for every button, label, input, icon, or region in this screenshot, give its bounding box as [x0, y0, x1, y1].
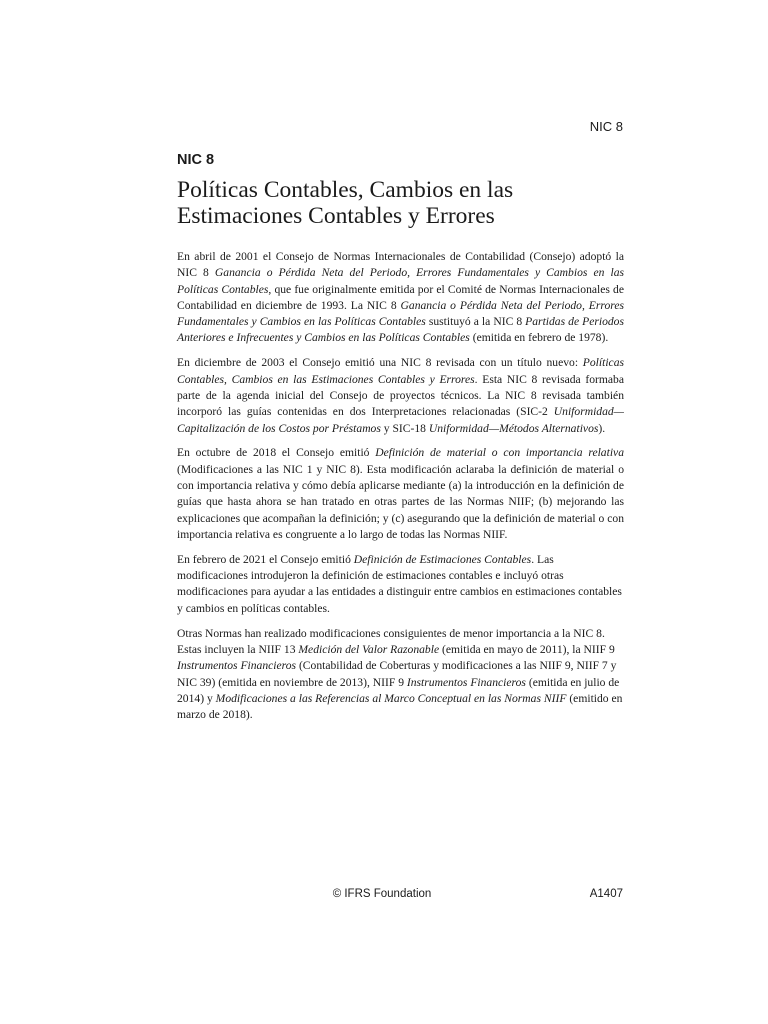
introduction-body [177, 249, 624, 732]
page-title [177, 177, 637, 229]
standard-title: Ganancia o Pérdida Neta del Periodo, Errores Fundamentales y Cambios en las Políticas Contables [177, 266, 625, 296]
paragraph-adoption-2001 [177, 249, 624, 347]
text-run: En octubre de 2018 el Consejo emitió [177, 446, 376, 460]
copyright-text: © IFRS Foundation [332, 888, 432, 900]
text-run: Otras Normas han realizado modificaciones consiguientes de menor importancia a la NIC 8. Estas incluyen la NIIF 13 [177, 626, 605, 656]
standard-title: Instrumentos Financieros [406, 675, 526, 689]
running-header-label: NIC 8 [589, 119, 623, 134]
text-run: En febrero de 2021 el Consejo emitió [177, 552, 354, 566]
paragraph-amendment-2018 [177, 445, 624, 543]
standard-title: Definición de material o con importancia relativa [375, 446, 624, 460]
text-run: (emitida en mayo de 2011), la NIIF 9 [439, 642, 615, 656]
title-line-1: Políticas Contables, Cambios en las [177, 177, 514, 203]
text-run: (emitido en marzo de 2018). [177, 691, 623, 722]
standard-title: Partidas de Periodos Anteriores e Infrecuentes y Cambios en las Políticas Contables [177, 315, 624, 345]
standard-title: Definición de Estimaciones Contables [353, 552, 532, 566]
text-run: . Las modificaciones introdujeron la definición de estimaciones contables e incluyó otras modificaciones para ayudar a las entidades a distinguir entre cambios en estimaciones contables y cambios en políticas contables. [177, 552, 622, 615]
footer-copyright [0, 888, 768, 900]
text-run: sustituyó a la NIC 8 [425, 315, 526, 329]
text-run: (Modificaciones a las NIC 1 y NIC 8). Esta modificación aclaraba la definición de material o con importancia relativa y cómo debía aplicarse mediante (a) la introducción en la definición de guías que hasta ahora se han tratado en otras partes de las Normas NIIF; (b) mejorando las explicaciones que acompañan la definición; y (c) asegurando que la definición de material o con importancia relativa es congruente a lo largo de todas las Normas NIIF. [177, 462, 624, 541]
paragraph-revision-2003 [177, 355, 624, 436]
text-run: (Contabilidad de Coberturas y modificaciones a las NIIF 9, NIIF 7 y NIC 39) (emitida en noviembre de 2013), NIIF 9 [177, 659, 617, 689]
text-run: ). [598, 421, 606, 435]
section-label: NIC 8 [177, 152, 215, 168]
standard-title: Uniformidad—Métodos Alternativos [428, 421, 599, 435]
text-run: y SIC-18 [380, 421, 429, 435]
text-run: . Esta NIC 8 revisada formaba parte de la agenda inicial del Consejo de proyectos técnicos. La NIC 8 revisada también incorporó las guías contenidas en dos Interpretaciones relacionadas (SIC-2 [177, 372, 624, 419]
text-run: (emitida en febrero de 1978). [469, 331, 609, 345]
text-run: En diciembre de 2003 el Consejo emitió una NIC 8 revisada con un título nuevo: [177, 356, 583, 370]
standard-title: Modificaciones a las Referencias al Marco Conceptual en las Normas NIIF [215, 691, 567, 705]
text-run: , que fue originalmente emitida por el Comité de Normas Internacionales de Contabilidad en diciembre de 1993. La NIC 8 [177, 282, 624, 312]
title-line-2: Estimaciones Contables y Errores [177, 203, 495, 229]
paragraph-consequential-amendments [177, 626, 624, 724]
standard-title: Medición del Valor Razonable [298, 642, 440, 656]
paragraph-amendment-2021 [177, 552, 624, 617]
page-number: A1407 [589, 888, 623, 900]
text-run: En abril de 2001 el Consejo de Normas Internacionales de Contabilidad (Consejo) adoptó la NIC 8 [177, 250, 624, 280]
standard-title: Uniformidad—Capitalización de los Costos por Préstamos [177, 405, 624, 435]
standard-title: Políticas Contables, Cambios en las Estimaciones Contables y Errores [177, 356, 624, 386]
standard-title: Instrumentos Financieros [177, 659, 297, 673]
text-run: (emitida en julio de 2014) y [177, 675, 620, 705]
standard-title: Ganancia o Pérdida Neta del Periodo, Errores Fundamentales y Cambios en las Políticas Contables [177, 298, 624, 329]
